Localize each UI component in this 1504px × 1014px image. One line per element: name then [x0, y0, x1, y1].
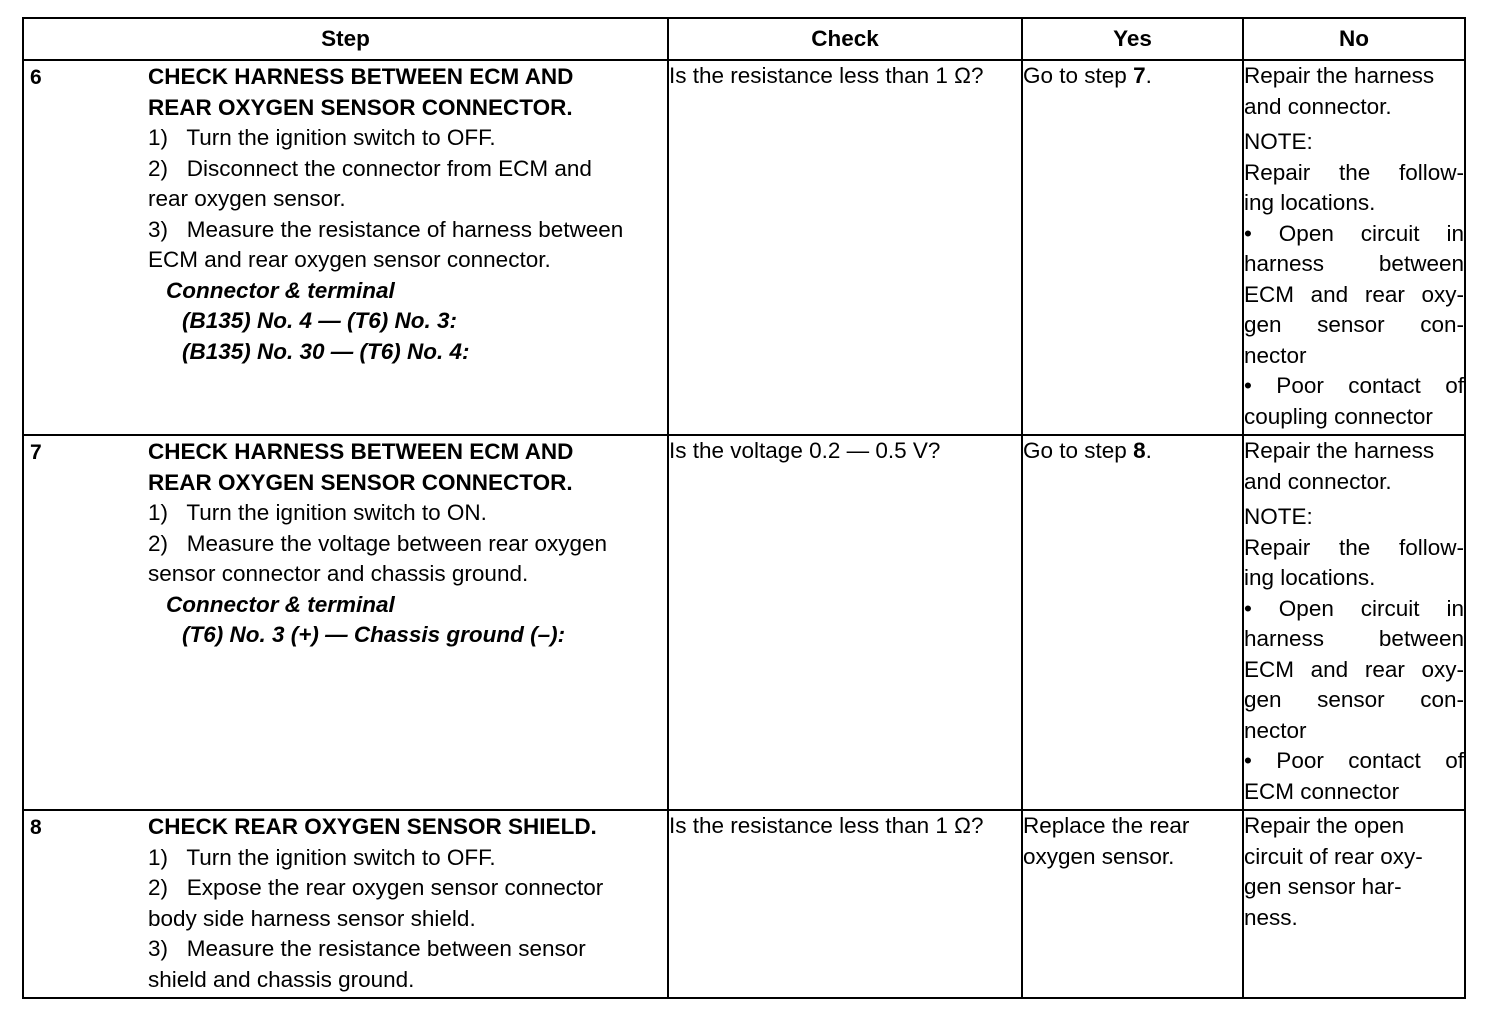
step-instruction: 1) Turn the ignition switch to OFF.	[148, 125, 496, 150]
check-question: Is the resistance less than 1 Ω?	[669, 63, 984, 88]
note-text: • Poor contact of	[1244, 373, 1464, 398]
note-text: harness between	[1244, 626, 1464, 651]
step-instruction: rear oxygen sensor.	[148, 186, 346, 211]
yes-cell	[1022, 60, 1243, 435]
step-instruction: 1) Turn the ignition switch to OFF.	[148, 844, 496, 870]
step-instruction: shield and chassis ground.	[148, 966, 415, 992]
note-text: • Open circuit in	[1244, 595, 1464, 621]
no-cell	[1243, 435, 1465, 810]
step-instruction: 2) Disconnect the connector from ECM and	[148, 155, 592, 181]
step-title: REAR OXYGEN SENSOR CONNECTOR.	[148, 94, 573, 120]
header-row	[23, 18, 1465, 60]
step-instruction: body side harness sensor shield.	[148, 905, 476, 931]
no-action: Repair the harness	[1244, 438, 1435, 463]
yes-cell	[1022, 810, 1243, 998]
note-text: • Poor contact of	[1244, 748, 1464, 773]
note-text: nector	[1244, 717, 1307, 743]
step-title: CHECK HARNESS BETWEEN ECM AND	[148, 439, 574, 464]
table-row-step-6	[23, 60, 1465, 435]
step-instruction: 3) Measure the resistance between sensor	[148, 936, 586, 961]
no-action: gen sensor har-	[1244, 874, 1402, 899]
step-cell	[23, 60, 668, 435]
step-cell	[23, 810, 668, 998]
connector-terminal-label: Connector & terminal	[166, 277, 395, 303]
next-step-number: 7	[1133, 63, 1146, 88]
check-question: Is the resistance less than 1 Ω?	[669, 813, 984, 838]
no-action: and connector.	[1244, 468, 1392, 494]
check-cell	[668, 810, 1022, 998]
note-text: gen sensor con-	[1244, 312, 1464, 337]
terminal-spec: (T6) No. 3 (+) — Chassis ground (–):	[182, 622, 566, 647]
yes-action: Go to step 7.	[1023, 63, 1152, 88]
next-step-number: 8	[1133, 438, 1146, 463]
note-text: coupling connector	[1244, 403, 1433, 429]
no-cell	[1243, 810, 1465, 998]
check-question: Is the voltage 0.2 — 0.5 V?	[669, 438, 941, 463]
note-text: nector	[1244, 342, 1307, 368]
note-label: NOTE:	[1244, 129, 1313, 154]
header-yes: Yes	[1022, 18, 1243, 60]
no-action: ness.	[1244, 904, 1298, 930]
note-text: ECM and rear oxy-	[1244, 281, 1464, 307]
yes-action: Replace the rear	[1023, 813, 1190, 838]
step-instruction: sensor connector and chassis ground.	[148, 561, 529, 586]
table-row-step-8	[23, 810, 1465, 998]
step-instruction: 1) Turn the ignition switch to ON.	[148, 500, 487, 525]
step-instruction: 2) Expose the rear oxygen sensor connector	[148, 875, 604, 900]
note-text: ing locations.	[1244, 190, 1376, 215]
note-text: Repair the follow-	[1244, 159, 1464, 185]
diagnostic-table	[22, 17, 1466, 999]
no-action: circuit of rear oxy-	[1244, 843, 1423, 869]
note-text: • Open circuit in	[1244, 220, 1464, 246]
header-step: Step	[23, 18, 668, 60]
step-instruction: 2) Measure the voltage between rear oxygen	[148, 530, 608, 556]
step-title: CHECK HARNESS BETWEEN ECM AND	[148, 64, 574, 89]
step-title: CHECK REAR OXYGEN SENSOR SHIELD.	[148, 814, 597, 839]
header-check: Check	[668, 18, 1022, 60]
note-text: ECM and rear oxy-	[1244, 656, 1464, 682]
table-row-step-7	[23, 435, 1465, 810]
note-text: ECM connector	[1244, 778, 1400, 804]
connector-terminal-label: Connector & terminal	[166, 591, 395, 617]
check-cell	[668, 435, 1022, 810]
header-no: No	[1243, 18, 1465, 60]
step-number: 8	[30, 816, 42, 839]
yes-cell	[1022, 435, 1243, 810]
yes-action: Go to step 8.	[1023, 438, 1152, 463]
note-text: gen sensor con-	[1244, 687, 1464, 712]
no-action: Repair the open	[1244, 813, 1405, 838]
note-label: NOTE:	[1244, 504, 1313, 529]
check-cell	[668, 60, 1022, 435]
yes-action: oxygen sensor.	[1023, 843, 1175, 869]
step-cell	[23, 435, 668, 810]
note-text: harness between	[1244, 251, 1464, 276]
step-title: REAR OXYGEN SENSOR CONNECTOR.	[148, 469, 573, 495]
no-action: and connector.	[1244, 93, 1392, 119]
step-instruction: 3) Measure the resistance of harness between	[148, 216, 624, 242]
no-cell	[1243, 60, 1465, 435]
terminal-spec: (B135) No. 30 — (T6) No. 4:	[182, 338, 470, 364]
no-action: Repair the harness	[1244, 63, 1435, 88]
note-text: ing locations.	[1244, 565, 1376, 590]
step-number: 7	[30, 441, 42, 464]
terminal-spec: (B135) No. 4 — (T6) No. 3:	[182, 308, 458, 333]
note-text: Repair the follow-	[1244, 534, 1464, 560]
step-number: 6	[30, 66, 42, 89]
step-instruction: ECM and rear oxygen sensor connector.	[148, 247, 551, 272]
